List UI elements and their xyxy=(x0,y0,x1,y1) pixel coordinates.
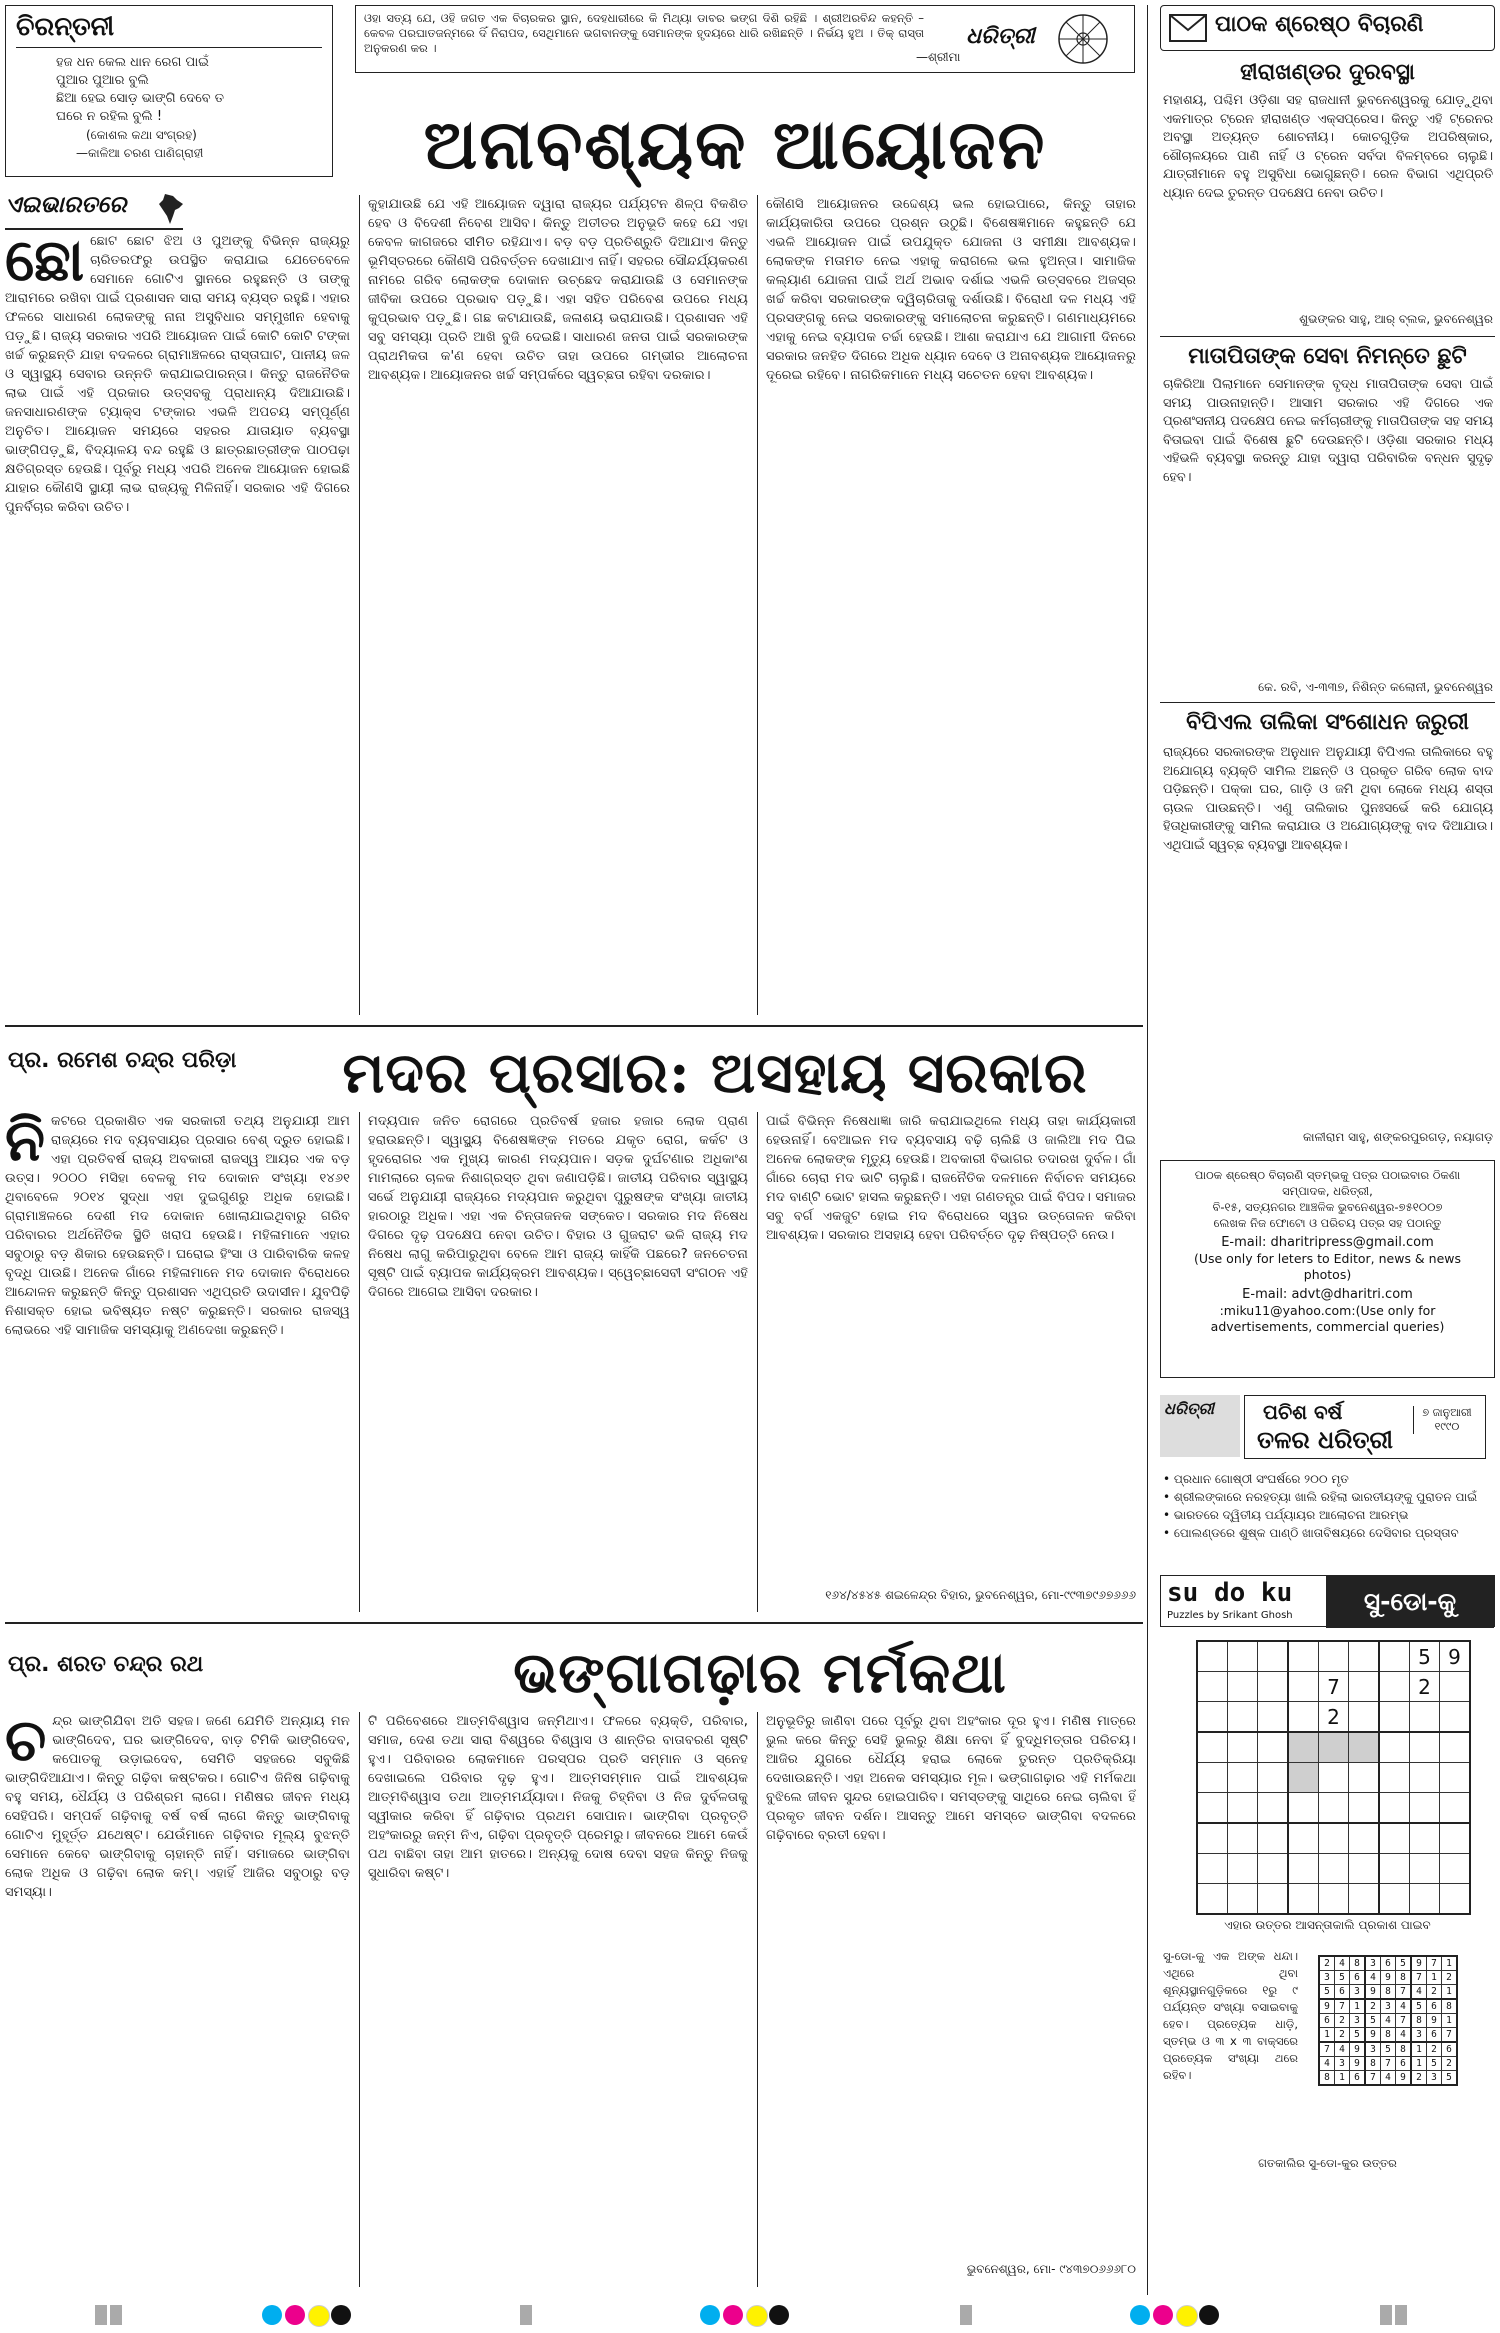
quote-author: —ଶ୍ରୀମା xyxy=(916,50,961,64)
sudoku-cell[interactable] xyxy=(1228,1641,1258,1672)
letter-title: ହୀରାଖଣ୍ଡର ଦୁରବସ୍ଥା xyxy=(1240,60,1415,85)
yellow-mark xyxy=(308,2305,330,2327)
quote-box xyxy=(355,5,1135,73)
sudoku-cell[interactable] xyxy=(1258,1641,1289,1672)
solution-cell: 7 xyxy=(1335,1999,1350,2014)
yellow-mark xyxy=(1176,2305,1198,2327)
section-divider xyxy=(5,1622,1143,1624)
contact-line: ସମ୍ପାଦକ, ଧରିତ୍ରୀ, xyxy=(1282,1184,1373,1198)
solution-cell: 2 xyxy=(1335,2014,1350,2028)
yellow-mark xyxy=(746,2305,768,2327)
solution-cell: 6 xyxy=(1396,2057,1412,2071)
main-headline: ଅନାବଶ୍ୟକ ଆୟୋଜନ xyxy=(423,105,1047,185)
sudoku-cell[interactable] xyxy=(1288,1641,1319,1672)
chirantani-box xyxy=(5,5,333,177)
sudoku-cell[interactable] xyxy=(1228,1854,1258,1884)
sudoku-cell[interactable] xyxy=(1288,1672,1319,1702)
solution-cell: 1 xyxy=(1335,2071,1350,2086)
contact-line: ପାଠକ ଶ୍ରେଷ୍ଠ ବିଚାରଣି ସ୍ତମ୍ଭକୁ ପତ୍ର ପଠାଇବାର ଠିକଣା xyxy=(1194,1168,1461,1182)
archive-header xyxy=(1160,1395,1495,1465)
sudoku-cell[interactable] xyxy=(1197,1641,1228,1672)
sudoku-cell[interactable] xyxy=(1349,1732,1380,1763)
sudoku-cell[interactable] xyxy=(1288,1732,1319,1763)
chirantani-line: ହଜ ଧନ କେଲ ଧାନ ରେଗ ପାଇଁ xyxy=(56,55,209,70)
column-rule xyxy=(757,1112,758,1612)
article-text: ନ୍ଦ୍ର ଭାଙ୍ଗିଯିବା ଅତି ସହଜ। ଜଣେ ଯେମିତି ଅନ୍ୟାୟ ମନ ଭାଙ୍ଗିଦେବ, ଘର ଭାଙ୍ଗିଦେବ, ବାଡ଼ ଟିମିକି ଭାଙ୍ଗିଦେବ, କପୋତକୁ ଉଡ଼ାଇଦେବ, ସେମିତି ସହଜରେ ସବୁକିଛି ଭାଙ୍ଗିଦିଆଯାଏ। କିନ୍ତୁ ଗଢ଼ିବା କଷ୍ଟକର। ଗୋଟିଏ ଜିନିଷ ଗଢ଼ିବାକୁ ବହୁ ସମୟ, ଧୈର୍ଯ୍ୟ ଓ ପରିଶ୍ରମ ଲାଗେ। ମଣିଷର ଜୀବନ ମଧ୍ୟ ସେହିପରି। ସମ୍ପର୍କ ଗଢ଼ିବାକୁ ବର୍ଷ ବର୍ଷ ଲାଗେ କିନ୍ତୁ ଭାଙ୍ଗିବାକୁ ଗୋଟିଏ ମୁହୂର୍ତ୍ତ ଯଥେଷ୍ଟ। ଯେଉଁମାନେ ଗଢ଼ିବାର ମୂଲ୍ୟ ବୁଝନ୍ତି ସେମାନେ କେବେ ଭାଙ୍ଗିବାକୁ ଚାହାନ୍ତି ନାହିଁ। ସମାଜରେ ଭାଙ୍ଗିବା ଲୋକ ଅଧିକ ଓ ଗଢ଼ିବା ଲୋକ କମ୍। ଏହାହିଁ ଆଜିର ସବୁଠାରୁ ବଡ଼ ସମସ୍ୟା। xyxy=(5,1714,350,1900)
sudoku-cell[interactable] xyxy=(1379,1793,1410,1824)
sudoku-cell[interactable] xyxy=(1197,1854,1228,1884)
solution-cell: 1 xyxy=(1427,1971,1442,1985)
archive-item: • ପ୍ରଧାନ ଗୋଷ୍ଠୀ ସଂଘର୍ଷରେ ୨୦୦ ମୃତ xyxy=(1163,1472,1349,1486)
article-headline: ଭଙ୍ଗାଗଢ଼ାର ମର୍ମକଥା xyxy=(513,1640,1007,1706)
chirantani-line: ଘରେ ନ ରହିଲ ବୁଲି ! xyxy=(56,109,163,124)
sudoku-rules: ସୁ-ଡୋ-କୁ ଏକ ଅଙ୍କ ଧନ୍ଦା। ଏଥିରେ ଥିବା ଶୂନ୍ୟସ୍ଥାନଗୁଡ଼ିକରେ ୧ରୁ ୯ ପର୍ଯ୍ୟନ୍ତ ସଂଖ୍ୟା ବସାଇବାକୁ ହେବ। ପ୍ରତ୍ୟେକ ଧାଡ଼ି, ସ୍ତମ୍ଭ ଓ ୩ x ୩ ବାକ୍ସରେ ପ୍ରତ୍ୟେକ ସଂଖ୍ୟା ଥରେ ରହିବ। xyxy=(1163,1949,1298,2082)
solution-cell: 1 xyxy=(1319,2028,1335,2043)
letter-signature: ଶୁଭଙ୍କର ସାହୁ, ଆର୍ ବ୍ଲକ, ଭୁବନେଶ୍ୱର xyxy=(1299,312,1493,326)
sudoku-cell[interactable]: 7 xyxy=(1319,1672,1349,1702)
solution-cell: 4 xyxy=(1381,2014,1396,2028)
sudoku-title-box xyxy=(1160,1575,1495,1627)
black-mark xyxy=(331,2305,351,2325)
solution-cell: 3 xyxy=(1365,2042,1381,2057)
sudoku-cell[interactable] xyxy=(1440,1702,1471,1733)
solution-cell: 5 xyxy=(1335,1971,1350,1985)
sudoku-cell[interactable] xyxy=(1197,1763,1228,1793)
sudoku-cell[interactable] xyxy=(1228,1823,1258,1854)
solution-cell: 1 xyxy=(1442,1956,1458,1971)
ekhabharat-label: ଏଇଭାରତରେ xyxy=(5,192,127,218)
solution-cell: 3 xyxy=(1381,1999,1396,2014)
sudoku-cell[interactable] xyxy=(1319,1884,1349,1915)
solution-cell: 9 xyxy=(1396,2071,1412,2086)
chirantani-source: (କୋଶଲ କଥା ସଂଗ୍ରହ) xyxy=(86,128,197,142)
contact-box xyxy=(1160,1160,1495,1378)
cyan-mark xyxy=(700,2305,720,2325)
grey-bar xyxy=(95,2305,107,2325)
article-text: କଟରେ ପ୍ରକାଶିତ ଏକ ସରକାରୀ ତଥ୍ୟ ଅନୁଯାୟୀ ଆମ ରାଜ୍ୟରେ ମଦ ବ୍ୟବସାୟର ପ୍ରସାର ବେଶ୍ ଦ୍ରୁତ ହୋଇଛି। ଏହା ପ୍ରତିବର୍ଷ ରାଜ୍ୟ ଅବକାରୀ ରାଜସ୍ୱ ଆୟର ଏକ ବଡ଼ ଉତ୍ସ। ୨୦୦୦ ମସିହା ବେଳକୁ ମଦ ଦୋକାନ ସଂଖ୍ୟା ୧୪୬୧ ଥିବାବେଳେ ୨୦୧୪ ସୁଦ୍ଧା ଏହା ଦୁଇଗୁଣରୁ ଅଧିକ ହୋଇଛି। ଗ୍ରାମାଞ୍ଚଳରେ ଦେଶୀ ମଦ ଦୋକାନ ଖୋଲାଯାଇଥିବାରୁ ଗରିବ ପରିବାରର ଅର୍ଥନୈତିକ ସ୍ଥିତି ଖରାପ ହେଉଛି। ମହିଳାମାନେ ଏହାର ସବୁଠାରୁ ବଡ଼ ଶିକାର ହେଉଛନ୍ତି। ଘରୋଇ ହିଂସା ଓ ପାରିବାରିକ କଳହ ବୃଦ୍ଧି ପାଉଛି। ଅନେକ ଗାଁରେ ମହିଳାମାନେ ମଦ ଦୋକାନ ବିରୋଧରେ ଆନ୍ଦୋଳନ କରୁଛନ୍ତି କିନ୍ତୁ ପ୍ରଶାସନ ଏଥିପ୍ରତି ଉଦାସୀନ। ଯୁବପିଢ଼ି ନିଶାସକ୍ତ ହୋଇ ଭବିଷ୍ୟତ ନଷ୍ଟ କରୁଛନ୍ତି। ସରକାର ରାଜସ୍ୱ ଲୋଭରେ ଏହି ସାମାଜିକ ସମସ୍ୟାକୁ ଅଣଦେଖା କରୁଛନ୍ତି। xyxy=(5,1114,350,1338)
solution-cell: 9 xyxy=(1411,1956,1427,1971)
sudoku-cell[interactable] xyxy=(1349,1854,1380,1884)
sudoku-cell[interactable] xyxy=(1228,1793,1258,1824)
contact-line: ଲେଖକ ନିଜ ଫୋଟୋ ଓ ପରିଚୟ ପତ୍ର ସହ ପଠାନ୍ତୁ xyxy=(1213,1216,1442,1230)
magenta-mark xyxy=(285,2305,305,2325)
article3-col-1 xyxy=(5,1712,350,2287)
article-headline: ମଦର ପ୍ରସାର: ଅସହାୟ ସରକାର xyxy=(342,1040,1088,1106)
solution-cell: 2 xyxy=(1411,2071,1427,2086)
sudoku-cell[interactable] xyxy=(1288,1854,1319,1884)
sudoku-cell[interactable] xyxy=(1379,1672,1410,1702)
sudoku-title-latin: su do ku xyxy=(1167,1578,1293,1608)
solution-cell: 1 xyxy=(1411,2057,1427,2071)
sudoku-grid xyxy=(1196,1640,1471,1915)
solution-cell: 1 xyxy=(1411,2042,1427,2057)
solution-cell: 2 xyxy=(1319,1956,1335,1971)
sudoku-cell[interactable] xyxy=(1319,1793,1349,1824)
sudoku-caption: ଏହାର ଉତ୍ତର ଆସନ୍ତାକାଲି ପ୍ରକାଶ ପାଇବ xyxy=(1224,1918,1431,1932)
sudoku-cell[interactable] xyxy=(1379,1763,1410,1793)
solution-cell: 4 xyxy=(1335,2042,1350,2057)
sudoku-cell[interactable] xyxy=(1440,1823,1471,1854)
archive-title-1: ପଚିଶ ବର୍ଷ xyxy=(1263,1400,1343,1424)
sudoku-cell[interactable] xyxy=(1319,1641,1349,1672)
editorial-text: ଛୋଟ ଛୋଟ ଝିଅ ଓ ପୁଅଙ୍କୁ ବିଭିନ୍ନ ରାଜ୍ୟରୁ ଚାରିତରଫରୁ ଉପସ୍ଥିତ କରାଯାଇ ଯେତେବେଳେ ସେମାନେ ଗୋଟିଏ ସ୍ଥାନରେ ରହୁଛନ୍ତି ଓ ତାଙ୍କୁ ଆରାମରେ ରଖିବା ପାଇଁ ପ୍ରଶାସନ ସାରା ସମୟ ବ୍ୟସ୍ତ ରହୁଛି। ଏହାର ଫଳରେ ସାଧାରଣ ଲୋକଙ୍କୁ ନାନା ଅସୁବିଧାର ସମ୍ମୁଖୀନ ହେବାକୁ ପଡ଼ୁଛି। ରାଜ୍ୟ ସରକାର ଏପରି ଆୟୋଜନ ପାଇଁ କୋଟି କୋଟି ଟଙ୍କା ଖର୍ଚ୍ଚ କରୁଛନ୍ତି ଯାହା ବଦଳରେ ଗ୍ରାମାଞ୍ଚଳରେ ରାସ୍ତାଘାଟ, ପାନୀୟ ଜଳ ଓ ସ୍ୱାସ୍ଥ୍ୟ ସେବାର ଉନ୍ନତି କରାଯାଇପାରନ୍ତା। କିନ୍ତୁ ରାଜନୈତିକ ଲାଭ ପାଇଁ ଏହି ପ୍ରକାର ଉତ୍ସବକୁ ପ୍ରାଧାନ୍ୟ ଦିଆଯାଉଛି। ଜନସାଧାରଣଙ୍କ ଟ୍ୟାକ୍ସ ଟଙ୍କାର ଏଭଳି ଅପଚୟ ସମ୍ପୂର୍ଣ୍ଣ ଅନୁଚିତ। ଆୟୋଜନ ସମୟରେ ସହରର ଯାତାୟାତ ବ୍ୟବସ୍ଥା ଭାଙ୍ଗିପଡ଼ୁଛି, ବିଦ୍ୟାଳୟ ବନ୍ଦ ରହୁଛି ଓ ଛାତ୍ରଛାତ୍ରୀଙ୍କ ପାଠପଢ଼ା କ୍ଷତିଗ୍ରସ୍ତ ହେଉଛି। ପୂର୍ବରୁ ମଧ୍ୟ ଏପରି ଅନେକ ଆୟୋଜନ ହୋଇଛି ଯାହାର କୌଣସି ସ୍ଥାୟୀ ଲାଭ ରାଜ୍ୟକୁ ମିଳିନାହିଁ। ସରକାର ଏହି ଦିଗରେ ପୁନର୍ବିଚାର କରିବା ଉଚିତ। xyxy=(5,234,350,515)
editorial-col-1 xyxy=(5,232,350,1016)
column-rule xyxy=(757,1712,758,2287)
sudoku-cell[interactable] xyxy=(1410,1702,1440,1733)
sudoku-cell[interactable] xyxy=(1228,1884,1258,1915)
contact-email[interactable]: E-mail: dharitripress@gmail.com xyxy=(1221,1235,1434,1250)
solution-cell: 1 xyxy=(1350,1999,1366,2014)
archive-item: • ଶ୍ରୀଲଙ୍କାରେ ନରହତ୍ୟା ଖାଲି ରହିଲା ଭାରତୀୟଙ୍କୁ ପୁରାତନ ପାଇଁ xyxy=(1163,1490,1478,1504)
solution-cell: 9 xyxy=(1365,2028,1381,2043)
solution-cell: 8 xyxy=(1396,2042,1412,2057)
chirantani-line: ପୁଆର ପୁଆର ବୁଲି xyxy=(56,73,149,88)
sudoku-cell[interactable] xyxy=(1349,1702,1380,1733)
solution-cell: 6 xyxy=(1319,2014,1335,2028)
article2-col-1 xyxy=(5,1112,350,1612)
sudoku-title-odia: ସୁ-ଡୋ-କୁ xyxy=(1326,1576,1494,1628)
sudoku-cell[interactable]: 2 xyxy=(1319,1702,1349,1733)
article2-col-2: ମଦ୍ୟପାନ ଜନିତ ରୋଗରେ ପ୍ରତିବର୍ଷ ହଜାର ହଜାର ଲୋକ ପ୍ରାଣ ହରାଉଛନ୍ତି। ସ୍ୱାସ୍ଥ୍ୟ ବିଶେଷଜ୍ଞଙ୍କ ମତରେ ଯକୃତ ରୋଗ, କର୍କଟ ଓ ହୃଦରୋଗର ଏକ ମୁଖ୍ୟ କାରଣ ମଦ୍ୟପାନ। ସଡ଼କ ଦୁର୍ଘଟଣାର ଅଧିକାଂଶ ମାମଲାରେ ଚାଳକ ନିଶାଗ୍ରସ୍ତ ଥିବା ଜଣାପଡ଼ିଛି। ଜାତୀୟ ପରିବାର ସ୍ୱାସ୍ଥ୍ୟ ସର୍ଭେ ଅନୁଯାୟୀ ରାଜ୍ୟରେ ମଦ୍ୟପାନ କରୁଥିବା ପୁରୁଷଙ୍କ ସଂଖ୍ୟା ଜାତୀୟ ହାରଠାରୁ ଅଧିକ। ଏହା ଏକ ଚିନ୍ତାଜନକ ସଙ୍କେତ। ସରକାର ମଦ ନିଷେଧ ଦିଗରେ ଦୃଢ଼ ପଦକ୍ଷେପ ନେବା ଉଚିତ। ବିହାର ଓ ଗୁଜରାଟ ଭଳି ରାଜ୍ୟ ମଦ ନିଷେଧ ଲାଗୁ କରିପାରୁଥିବା ବେଳେ ଆମ ରାଜ୍ୟ କାହିଁକି ପଛରେ? ଜନଚେତନା ସୃଷ୍ଟି ପାଇଁ ବ୍ୟାପକ କାର୍ଯ୍ୟକ୍ରମ ଆବଶ୍ୟକ। ସ୍ୱେଚ୍ଛାସେବୀ ସଂଗଠନ ଏହି ଦିଗରେ ଆଗେଇ ଆସିବା ଦରକାର। xyxy=(368,1114,748,1300)
grey-bar xyxy=(960,2305,972,2325)
sudoku-cell[interactable] xyxy=(1349,1884,1380,1915)
sudoku-cell[interactable] xyxy=(1197,1884,1228,1915)
solution-cell: 4 xyxy=(1396,1999,1412,2014)
solution-cell: 5 xyxy=(1411,1999,1427,2014)
sudoku-cell[interactable] xyxy=(1440,1793,1471,1824)
solution-cell: 7 xyxy=(1396,2014,1412,2028)
archive-date: ୭ ଜାନୁଆରୀ ୧୯୯୦ xyxy=(1413,1406,1480,1434)
solution-cell: 1 xyxy=(1442,1985,1458,2000)
article-byline: ପ୍ର. ରମେଶ ଚନ୍ଦ୍ର ପରିଡ଼ା xyxy=(8,1048,237,1073)
sudoku-cell[interactable] xyxy=(1258,1672,1289,1702)
solution-cell: 8 xyxy=(1381,1985,1396,2000)
solution-cell: 4 xyxy=(1381,2071,1396,2086)
sudoku-cell[interactable] xyxy=(1288,1823,1319,1854)
solution-cell: 4 xyxy=(1396,2028,1412,2043)
sudoku-cell[interactable] xyxy=(1440,1763,1471,1793)
solution-cell: 5 xyxy=(1442,2071,1458,2086)
solution-cell: 5 xyxy=(1396,1956,1412,1971)
solution-cell: 9 xyxy=(1350,2057,1366,2071)
sudoku-cell[interactable] xyxy=(1197,1672,1228,1702)
column-rule xyxy=(359,1112,360,1612)
solution-cell: 7 xyxy=(1396,1985,1412,2000)
sudoku-cell[interactable] xyxy=(1349,1793,1380,1824)
solution-cell: 9 xyxy=(1365,1985,1381,2000)
solution-cell: 3 xyxy=(1335,2057,1350,2071)
letter-signature: କାଳୀରାମ ସାହୁ, ଶଙ୍କରପୁରଗଡ଼, ନୟାଗଡ଼ xyxy=(1302,1130,1493,1144)
editorial-col-3: କୌଣସି ଆୟୋଜନର ଉଦ୍ଦେଶ୍ୟ ଭଲ ହୋଇପାରେ, କିନ୍ତୁ ତାହାର କାର୍ଯ୍ୟକାରିତା ଉପରେ ପ୍ରଶ୍ନ ଉଠୁଛି। ବିଶେଷଜ୍ଞମାନେ କହୁଛନ୍ତି ଯେ ଏଭଳି ଆୟୋଜନ ପାଇଁ ଉପଯୁକ୍ତ ଯୋଜନା ଓ ସମୀକ୍ଷା ଆବଶ୍ୟକ। ଲୋକଙ୍କ ମତାମତ ନେଇ ଏହାକୁ କରାଗଲେ ଭଲ ହୁଅନ୍ତା। ସାମାଜିକ କଲ୍ୟାଣ ଯୋଜନା ପାଇଁ ଅର୍ଥ ଅଭାବ ଦର୍ଶାଇ ଏଭଳି ଉତ୍ସବରେ ଅଜସ୍ର ଖର୍ଚ୍ଚ କରିବା ସରକାରଙ୍କ ଦ୍ୱିଚାରିତାକୁ ଦର୍ଶାଉଛି। ବିରୋଧୀ ଦଳ ମଧ୍ୟ ଏହି ପ୍ରସଙ୍ଗକୁ ନେଇ ସରକାରଙ୍କୁ ସମାଲୋଚନା କରୁଛନ୍ତି। ଗଣମାଧ୍ୟମରେ ଏହାକୁ ନେଇ ବ୍ୟାପକ ଚର୍ଚ୍ଚା ହେଉଛି। ଆଶା କରାଯାଏ ଯେ ଆଗାମୀ ଦିନରେ ସରକାର ଜନହିତ ଦିଗରେ ଅଧିକ ଧ୍ୟାନ ଦେବେ ଓ ଅନାବଶ୍ୟକ ଆୟୋଜନରୁ ଦୂରେଇ ରହିବେ। ନାଗରିକମାନେ ମଧ୍ୟ ସଚେତନ ହେବା ଆବଶ୍ୟକ। xyxy=(766,197,1136,383)
solution-cell: 4 xyxy=(1411,1985,1427,2000)
sudoku-cell[interactable]: 2 xyxy=(1410,1672,1440,1702)
dropcap: ଛୋ xyxy=(5,232,85,294)
article3-col-3: ଅନୁଭୂତିରୁ ଜାଣିବା ପରେ ପୂର୍ବରୁ ଥିବା ଅହଂକାର ଦୂର ହୁଏ। ମଣିଷ ମାତ୍ରେ ଭୁଲ କରେ କିନ୍ତୁ ସେହି ଭୁଲରୁ ଶିକ୍ଷା ନେବା ହିଁ ବୁଦ୍ଧିମତ୍ତାର ପରିଚୟ। ଆଜିର ଯୁଗରେ ଧୈର୍ଯ୍ୟ ହରାଇ ଲୋକେ ତୁରନ୍ତ ପ୍ରତିକ୍ରିୟା ଦେଖାଉଛନ୍ତି। ଏହା ଅନେକ ସମସ୍ୟାର ମୂଳ। ଭଙ୍ଗାଗଢ଼ାର ଏହି ମର୍ମକଥା ବୁଝିଲେ ଜୀବନ ସୁନ୍ଦର ହୋଇପାରିବ। ସମସ୍ତଙ୍କୁ ସାଥିରେ ନେଇ ଚାଲିବା ହିଁ ପ୍ରକୃତ ଜୀବନ ଦର୍ଶନ। ଆସନ୍ତୁ ଆମେ ସମସ୍ତେ ଭାଙ୍ଗିବା ବଦଳରେ ଗଢ଼ିବାରେ ବ୍ରତୀ ହେବା। xyxy=(766,1714,1136,1843)
solution-cell: 4 xyxy=(1335,1956,1350,1971)
solution-cell: 6 xyxy=(1350,2071,1366,2086)
solution-cell: 3 xyxy=(1319,1971,1335,1985)
sudoku-cell[interactable] xyxy=(1440,1672,1471,1702)
sudoku-cell[interactable] xyxy=(1410,1763,1440,1793)
india-map-icon xyxy=(155,192,185,226)
solution-cell: 6 xyxy=(1442,2042,1458,2057)
sudoku-subtitle: Puzzles by Srikant Ghosh xyxy=(1167,1610,1293,1621)
solution-cell: 7 xyxy=(1442,2028,1458,2043)
sudoku-cell[interactable] xyxy=(1440,1854,1471,1884)
letter-signature: କେ. ରବି, ଏ-୩୩୭, ନିଶିନ୍ତ କଲୋନୀ, ଭୁବନେଶ୍ୱର xyxy=(1258,680,1493,694)
solution-cell: 5 xyxy=(1350,2028,1366,2043)
solution-cell: 8 xyxy=(1381,2028,1396,2043)
letter-title: ମାତାପିତାଙ୍କ ସେବା ନିମନ୍ତେ ଛୁଟି xyxy=(1188,344,1467,369)
solution-cell: 8 xyxy=(1319,2071,1335,2086)
archive-item: • ପୋଲଣ୍ଡରେ ଶୁଷ୍କ ପାଣ୍ଠି ଖାତାବିଷୟରେ ଦେସିବାର ପ୍ରସ୍ତାବ xyxy=(1163,1526,1459,1540)
sudoku-cell[interactable] xyxy=(1258,1732,1289,1763)
solution-cell: 8 xyxy=(1365,2057,1381,2071)
black-mark xyxy=(769,2305,789,2325)
archive-item: • ଭାରତରେ ଦ୍ୱିତୀୟ ପର୍ଯ୍ୟାୟର ଆଲୋଚନା ଆରମ୍ଭ xyxy=(1163,1508,1409,1522)
quote-text: ଓହା ସତ୍ୟ ଯେ, ଓହି ଜଗତ ଏକ ବିଚାରକର ସ୍ଥାନ, ଦେହଧାରୀରେ କି ମିଥ୍ୟା ଡାବର ଭଙ୍ଗ ଦିଶି ରହିଛି । ଶ୍ରୀଅରବିନ୍ଦ କହନ୍ତି – କେବଳ ପରଘାତଜନ୍ମରେ ଦିଁ ନିରାପଦ, ସେଥିମାନେ ଭଗବାନଙ୍କୁ ସେମାନଙ୍କ ହୃଦୟରେ ଧାରି ରଖିଛନ୍ତି । ନିର୍ଭୟ ହୁଅ । ତିକ୍ ରାସ୍ତା ଅନୁକରଣ କର । xyxy=(364,11,924,55)
sudoku-cell[interactable] xyxy=(1228,1763,1258,1793)
contact-email[interactable]: :miku11@yahoo.com:(Use only for advertisements, commercial queries) xyxy=(1210,1303,1445,1334)
wheel-icon xyxy=(1056,12,1110,66)
sudoku-cell[interactable] xyxy=(1258,1854,1289,1884)
solution-table xyxy=(1318,1955,1458,2086)
archive-title-box xyxy=(1244,1395,1486,1459)
letter-body: ରାଜ୍ୟରେ ସରକାରଙ୍କ ଅନୁଧାନ ଅନୁଯାୟୀ ବିପିଏଲ ତାଲିକାରେ ବହୁ ଅଯୋଗ୍ୟ ବ୍ୟକ୍ତି ସାମିଲ ଅଛନ୍ତି ଓ ପ୍ରକୃତ ଗରିବ ଲୋକ ବାଦ ପଡ଼ିଛନ୍ତି। ପକ୍କା ଘର, ଗାଡ଼ି ଓ ଜମି ଥିବା ଲୋକେ ମଧ୍ୟ ଶସ୍ତା ଚାଉଳ ପାଉଛନ୍ତି। ଏଣୁ ତାଲିକାର ପୁନଃସର୍ଭେ କରି ଯୋଗ୍ୟ ହିତାଧିକାରୀଙ୍କୁ ସାମିଲ କରାଯାଉ ଓ ଅଯୋଗ୍ୟଙ୍କୁ ବାଦ ଦିଆଯାଉ। ଏଥିପାଇଁ ସ୍ୱଚ୍ଛ ବ୍ୟବସ୍ଥା ଆବଶ୍ୟକ। xyxy=(1163,745,1493,853)
sudoku-cell[interactable] xyxy=(1379,1884,1410,1915)
solution-cell: 5 xyxy=(1381,2042,1396,2057)
sudoku-cell[interactable] xyxy=(1349,1823,1380,1854)
solution-cell: 5 xyxy=(1365,2014,1381,2028)
solution-cell: 2 xyxy=(1427,2042,1442,2057)
solution-cell: 2 xyxy=(1335,2028,1350,2043)
dharitri-logo: ଧରିତ୍ରୀ xyxy=(966,24,1035,49)
cyan-mark xyxy=(1130,2305,1150,2325)
sudoku-cell[interactable] xyxy=(1228,1672,1258,1702)
chirantani-author: —କାଳିଆ ଚରଣ ପାଣିଗ୍ରାହୀ xyxy=(76,146,204,160)
cyan-mark xyxy=(262,2305,282,2325)
envelope-icon xyxy=(1169,14,1207,42)
chirantani-line: ଛିଆ ହେଇ ସୋଡ଼ ଭାଙ୍ଗି ଦେବେ ତ xyxy=(56,91,225,106)
sudoku-cell[interactable] xyxy=(1410,1793,1440,1824)
article2-col-3: ପାଇଁ ବିଭିନ୍ନ ନିଷେଧାଜ୍ଞା ଜାରି କରାଯାଇଥିଲେ ମଧ୍ୟ ତାହା କାର୍ଯ୍ୟକାରୀ ହେଉନାହିଁ। ବେଆଇନ ମଦ ବ୍ୟବସାୟ ବଢ଼ି ଚାଲିଛି ଓ ଜାଲିଆ ମଦ ପିଇ ଅନେକ ଲୋକଙ୍କ ମୃତ୍ୟୁ ହେଉଛି। ଅବକାରୀ ବିଭାଗର ତଦାରଖ ଦୁର୍ବଳ। ଗାଁ ଗାଁରେ ଚୋରା ମଦ ଭାଟି ଚାଲୁଛି। ରାଜନୈତିକ ଦଳମାନେ ନିର୍ବାଚନ ସମୟରେ ମଦ ବାଣ୍ଟି ଭୋଟ ହାସଲ କରୁଛନ୍ତି। ଏହା ଗଣତନ୍ତ୍ର ପାଇଁ ବିପଦ। ସମାଜର ସବୁ ବର୍ଗ ଏକଜୁଟ ହୋଇ ମଦ ବିରୋଧରେ ସ୍ୱର ଉତ୍ତୋଳନ କରିବା ଆବଶ୍ୟକ। ସରକାର ଅସହାୟ ହେବା ପରିବର୍ତ୍ତେ ଦୃଢ଼ ନିଷ୍ପତ୍ତି ନେଉ। xyxy=(766,1114,1136,1243)
divider xyxy=(1160,702,1495,703)
sudoku-cell[interactable] xyxy=(1319,1732,1349,1763)
sudoku-cell[interactable] xyxy=(1349,1763,1380,1793)
column-rule xyxy=(1147,5,1148,2295)
sudoku-cell[interactable] xyxy=(1379,1702,1410,1733)
article-address: ଭୁବନେଶ୍ୱର, ମୋ- ୯୪୩୭୦୬୬୬୮୦ xyxy=(966,2262,1136,2276)
archive-logo: ଧରିତ୍ରୀ xyxy=(1160,1395,1240,1457)
solution-cell: 6 xyxy=(1350,1971,1366,1985)
column-rule xyxy=(359,195,360,1015)
dropcap: ନି xyxy=(5,1112,45,1174)
sudoku-cell[interactable] xyxy=(1288,1763,1319,1793)
archive-list xyxy=(1163,1470,1493,1542)
sudoku-cell[interactable] xyxy=(1288,1793,1319,1824)
section-divider xyxy=(5,1025,1143,1027)
sudoku-cell[interactable]: 9 xyxy=(1440,1641,1471,1672)
magenta-mark xyxy=(723,2305,743,2325)
solution-cell: 9 xyxy=(1381,1971,1396,1985)
solution-cell: 3 xyxy=(1350,1985,1366,2000)
solution-cell: 6 xyxy=(1427,2028,1442,2043)
sudoku-cell[interactable] xyxy=(1319,1763,1349,1793)
sudoku-cell[interactable] xyxy=(1440,1732,1471,1763)
article3-col-2: ଟି ପରିବେଶରେ ଆତ୍ମବିଶ୍ୱାସ ଜନ୍ମିଥାଏ। ଫଳରେ ବ୍ୟକ୍ତି, ପରିବାର, ସମାଜ, ଦେଶ ତଥା ସାରା ବିଶ୍ୱରେ ବିଶ୍ୱାସ ଓ ଶାନ୍ତିର ବାତାବରଣ ସୃଷ୍ଟି ହୁଏ। ପରିବାରର ଲୋକମାନେ ପରସ୍ପର ପ୍ରତି ସମ୍ମାନ ଓ ସ୍ନେହ ଦେଖାଇଲେ ପରିବାର ଦୃଢ଼ ହୁଏ। ଆତ୍ମସମ୍ମାନ ପାଇଁ ଆବଶ୍ୟକ ଆତ୍ମବିଶ୍ୱାସ ତଥା ଆତ୍ମମର୍ଯ୍ୟାଦା। ନିଜକୁ ଚିହ୍ନିବା ଓ ନିଜ ଦୁର୍ବଳତାକୁ ସ୍ୱୀକାର କରିବା ହିଁ ଗଢ଼ିବାର ପ୍ରଥମ ସୋପାନ। ଭାଙ୍ଗିବା ପ୍ରବୃତ୍ତି ଅହଂକାରରୁ ଜନ୍ମ ନିଏ, ଗଢ଼ିବା ପ୍ରବୃତ୍ତି ପ୍ରେମରୁ। ଜୀବନରେ ଆମେ କେଉଁ ପଥ ବାଛିବା ତାହା ଆମ ହାତରେ। ଅନ୍ୟକୁ ଦୋଷ ଦେବା ସହଜ କିନ୍ତୁ ନିଜକୁ ସୁଧାରିବା କଷ୍ଟ। xyxy=(368,1714,748,1881)
sudoku-cell[interactable] xyxy=(1379,1854,1410,1884)
sudoku-cell[interactable] xyxy=(1349,1641,1380,1672)
sudoku-solution-caption: ଗତକାଲିର ସୁ-ଡୋ-କୁର ଉତ୍ତର xyxy=(1258,2156,1397,2170)
sudoku-table xyxy=(1196,1640,1471,1915)
divider xyxy=(1160,336,1495,337)
solution-cell: 6 xyxy=(1427,1999,1442,2014)
sudoku-cell[interactable] xyxy=(1410,1884,1440,1915)
sudoku-solution xyxy=(1318,1955,1458,2086)
letter-title: ବିପିଏଲ ତାଲିକା ସଂଶୋଧନ ଜରୁରୀ xyxy=(1186,710,1469,735)
solution-cell: 8 xyxy=(1442,1999,1458,2014)
sudoku-cell[interactable] xyxy=(1288,1884,1319,1915)
solution-cell: 9 xyxy=(1427,2014,1442,2028)
solution-cell: 7 xyxy=(1427,1956,1442,1971)
solution-cell: 6 xyxy=(1335,1985,1350,2000)
letter-body: ମହାଶୟ, ପଶ୍ଚିମ ଓଡ଼ିଶା ସହ ରାଜଧାନୀ ଭୁବନେଶ୍ୱରକୁ ଯୋଡ଼ୁଥିବା ଏକମାତ୍ର ଟ୍ରେନ ହୀରାଖଣ୍ଡ ଏକ୍ସପ୍ରେସ। କିନ୍ତୁ ଏହି ଟ୍ରେନର ଅବସ୍ଥା ଅତ୍ୟନ୍ତ ଶୋଚନୀୟ। କୋଚଗୁଡ଼ିକ ଅପରିଷ୍କାର, ଶୌଚାଳୟରେ ପାଣି ନାହିଁ ଓ ଟ୍ରେନ ସର୍ବଦା ବିଳମ୍ବରେ ଚାଲୁଛି। ଯାତ୍ରୀମାନେ ବହୁ ଅସୁବିଧା ଭୋଗୁଛନ୍ତି। ରେଳ ବିଭାଗ ଏଥିପ୍ରତି ଧ୍ୟାନ ଦେଇ ତୁରନ୍ତ ପଦକ୍ଷେପ ନେବା ଉଚିତ। xyxy=(1163,93,1493,201)
solution-cell: 5 xyxy=(1319,1985,1335,2000)
sudoku-cell[interactable] xyxy=(1258,1884,1289,1915)
grey-bar xyxy=(110,2305,122,2325)
magenta-mark xyxy=(1153,2305,1173,2325)
contact-note: (Use only for leters to Editor, news & news photos) xyxy=(1193,1251,1461,1282)
sudoku-cell[interactable] xyxy=(1258,1793,1289,1824)
solution-cell: 1 xyxy=(1442,2014,1458,2028)
sudoku-cell[interactable] xyxy=(1349,1672,1380,1702)
sudoku-cell[interactable] xyxy=(1258,1702,1289,1733)
editorial-col-2: କୁହାଯାଉଛି ଯେ ଏହି ଆୟୋଜନ ଦ୍ୱାରା ରାଜ୍ୟର ପର୍ଯ୍ୟଟନ ଶିଳ୍ପ ବିକଶିତ ହେବ ଓ ବିଦେଶୀ ନିବେଶ ଆସିବ। କିନ୍ତୁ ଅତୀତର ଅନୁଭୂତି କହେ ଯେ ଏହା କେବଳ କାଗଜରେ ସୀମିତ ରହିଯାଏ। ବଡ଼ ବଡ଼ ପ୍ରତିଶ୍ରୁତି ଦିଆଯାଏ କିନ୍ତୁ ଭୂମିସ୍ତରରେ କୌଣସି ପରିବର୍ତ୍ତନ ଦେଖାଯାଏ ନାହିଁ। ସହରର ସୌନ୍ଦର୍ଯ୍ୟକରଣ ନାମରେ ଗରିବ ଲୋକଙ୍କ ଦୋକାନ ଉଚ୍ଛେଦ କରାଯାଉଛି ଓ ସେମାନଙ୍କ ଜୀବିକା ଉପରେ ପ୍ରଭାବ ପଡ଼ୁଛି। ଏହା ସହିତ ପରିବେଶ ଉପରେ ମଧ୍ୟ କୁପ୍ରଭାବ ପଡ଼ୁଛି। ଗଛ କଟାଯାଉଛି, ଜଳାଶୟ ଭରାଯାଉଛି। ପ୍ରଶାସନ ଏହି ସବୁ ସମସ୍ୟା ପ୍ରତି ଆଖି ବୁଜି ଦେଇଛି। ସାଧାରଣ ଜନତା ପାଇଁ ସରକାରଙ୍କ ପ୍ରାଥମିକତା କ'ଣ ହେବା ଉଚିତ ତାହା ଉପରେ ଗମ୍ଭୀର ଆଲୋଚନା ଆବଶ୍ୟକ। ଆୟୋଜନର ଖର୍ଚ୍ଚ ସମ୍ପର୍କରେ ସ୍ୱଚ୍ଛତା ରହିବା ଦରକାର। xyxy=(368,197,748,383)
solution-cell: 2 xyxy=(1442,1971,1458,1985)
archive-title-2: ତଳର ଧରିତ୍ରୀ xyxy=(1257,1426,1393,1454)
sudoku-cell[interactable] xyxy=(1379,1823,1410,1854)
solution-cell: 3 xyxy=(1350,2014,1366,2028)
article-address: ୧୬୪/୪୫୪୫ ଶଇଳେନ୍ଦ୍ର ବିହାର, ଭୁବନେଶ୍ୱର, ମୋ-୯୯୩୭୯୬୭୬୬୬ xyxy=(825,1588,1136,1602)
sudoku-cell[interactable] xyxy=(1288,1702,1319,1733)
solution-cell: 5 xyxy=(1427,2057,1442,2071)
sudoku-cell[interactable] xyxy=(1440,1884,1471,1915)
sudoku-cell[interactable] xyxy=(1258,1823,1289,1854)
sudoku-cell[interactable] xyxy=(1228,1732,1258,1763)
sudoku-cell[interactable] xyxy=(1410,1732,1440,1763)
sudoku-cell[interactable] xyxy=(1197,1793,1228,1824)
column-rule xyxy=(757,195,758,1015)
solution-cell: 8 xyxy=(1411,2014,1427,2028)
sudoku-cell[interactable] xyxy=(1258,1763,1289,1793)
dropcap: ଚ xyxy=(5,1712,47,1774)
solution-cell: 9 xyxy=(1350,2042,1366,2057)
sudoku-cell[interactable] xyxy=(1410,1854,1440,1884)
solution-cell: 7 xyxy=(1381,2057,1396,2071)
sudoku-cell[interactable] xyxy=(1197,1732,1228,1763)
sudoku-cell[interactable] xyxy=(1197,1702,1228,1733)
solution-cell: 2 xyxy=(1365,1999,1381,2014)
sudoku-cell[interactable] xyxy=(1319,1823,1349,1854)
chirantani-title: ଚିରନ୍ତନୀ xyxy=(16,12,322,48)
solution-cell: 3 xyxy=(1365,1956,1381,1971)
letter-body: ଚାକିରିଆ ପିଲାମାନେ ସେମାନଙ୍କ ବୃଦ୍ଧ ମାତାପିତାଙ୍କ ସେବା ପାଇଁ ସମୟ ପାଉନାହାନ୍ତି। ଆସାମ ସରକାର ଏହି ଦିଗରେ ଏକ ପ୍ରଶଂସନୀୟ ପଦକ୍ଷେପ ନେଇ କର୍ମଚାରୀଙ୍କୁ ମାତାପିତାଙ୍କ ସହ ସମୟ ବିତାଇବା ପାଇଁ ବିଶେଷ ଛୁଟି ଦେଉଛନ୍ତି। ଓଡ଼ିଶା ସରକାର ମଧ୍ୟ ଏହିଭଳି ବ୍ୟବସ୍ଥା କରନ୍ତୁ ଯାହା ଦ୍ୱାରା ପରିବାରିକ ବନ୍ଧନ ସୁଦୃଢ଼ ହେବ। xyxy=(1163,377,1493,485)
article-byline: ପ୍ର. ଶରତ ଚନ୍ଦ୍ର ରଥ xyxy=(8,1652,204,1677)
solution-cell: 7 xyxy=(1365,2071,1381,2086)
black-mark xyxy=(1199,2305,1219,2325)
sudoku-cell[interactable] xyxy=(1410,1823,1440,1854)
solution-cell: 3 xyxy=(1411,2028,1427,2043)
grey-bar xyxy=(1380,2305,1392,2325)
solution-cell: 6 xyxy=(1381,1956,1396,1971)
ekhabharat-banner xyxy=(5,192,183,230)
solution-cell: 9 xyxy=(1319,1999,1335,2014)
sudoku-cell[interactable] xyxy=(1379,1732,1410,1763)
solution-cell: 4 xyxy=(1319,2057,1335,2071)
sudoku-cell[interactable] xyxy=(1197,1823,1228,1854)
contact-email[interactable]: E-mail: advt@dharitri.com xyxy=(1242,1287,1413,1302)
solution-cell: 2 xyxy=(1427,1985,1442,2000)
sudoku-cell[interactable] xyxy=(1319,1854,1349,1884)
column-rule xyxy=(359,1712,360,2287)
sudoku-cell[interactable] xyxy=(1379,1641,1410,1672)
sudoku-cell[interactable] xyxy=(1228,1702,1258,1733)
sudoku-cell[interactable]: 5 xyxy=(1410,1641,1440,1672)
reader-letters-header xyxy=(1160,5,1495,51)
grey-bar xyxy=(1395,2305,1407,2325)
reader-letters-title: ପାଠକ ଶ୍ରେଷ୍ଠ ବିଚାରଣି xyxy=(1215,12,1424,37)
contact-line: ବି-୧୫, ସତ୍ୟନଗର ଆଞ୍ଚଳିକ ଭୁବନେଶ୍ୱର-୭୫୧୦୦୭ xyxy=(1212,1200,1443,1214)
solution-cell: 8 xyxy=(1350,1956,1366,1971)
solution-cell: 8 xyxy=(1396,1971,1412,1985)
solution-cell: 3 xyxy=(1427,2071,1442,2086)
solution-cell: 7 xyxy=(1319,2042,1335,2057)
solution-cell: 4 xyxy=(1365,1971,1381,1985)
grey-bar xyxy=(520,2305,532,2325)
solution-cell: 7 xyxy=(1411,1971,1427,1985)
solution-cell: 2 xyxy=(1442,2057,1458,2071)
